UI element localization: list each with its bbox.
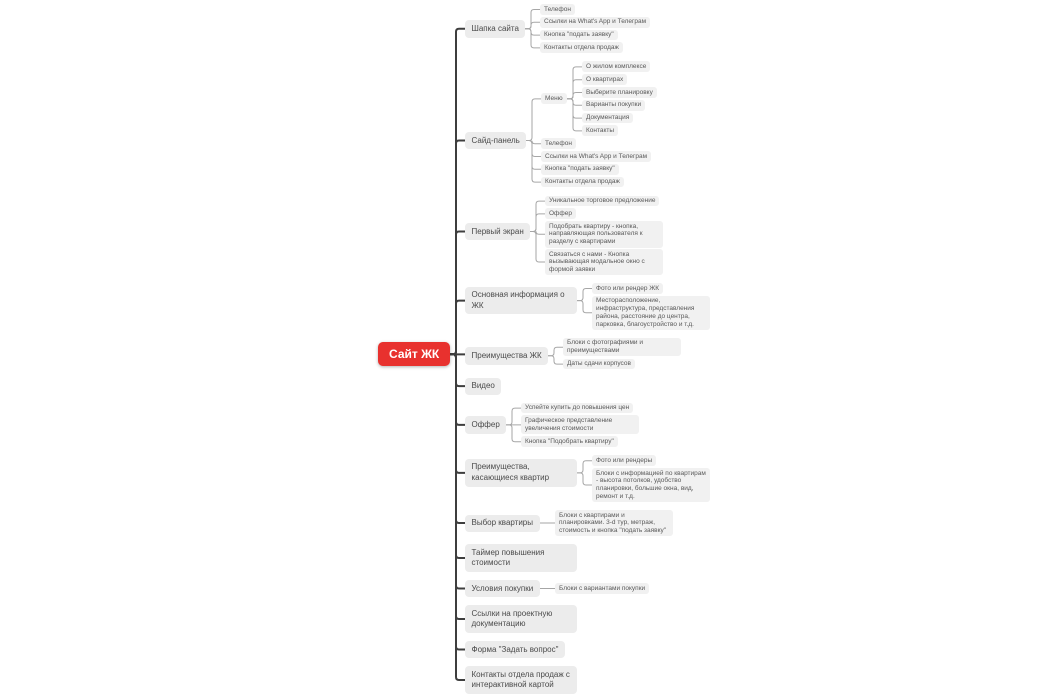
node-label: Ссылки на What's App и Телеграм <box>545 152 648 160</box>
mindmap-node[interactable] <box>582 100 645 111</box>
mindmap-node[interactable] <box>592 455 656 466</box>
spine-line <box>450 141 465 355</box>
branch-line <box>526 99 541 141</box>
mindmap-node[interactable] <box>545 196 659 207</box>
mindmap-node[interactable] <box>465 544 577 572</box>
node-label: Даты сдачи корпусов <box>567 360 631 368</box>
mindmap-node[interactable] <box>465 378 501 395</box>
node-label: Фото или рендеры <box>596 456 653 464</box>
mindmap-node[interactable] <box>545 208 576 219</box>
spine-line <box>450 232 465 355</box>
branch-line <box>506 425 521 442</box>
node-label: Сайт ЖК <box>389 347 440 362</box>
node-label: Блоки с информацией по квартирам - высота потолков, удобство планировки, большие окна, вид, ремонт и т.д. <box>596 469 706 500</box>
mindmap-node[interactable] <box>465 515 540 532</box>
branch-line <box>577 289 592 301</box>
branch-line <box>567 67 582 99</box>
node-label: Уникальное торговое предложение <box>549 197 656 205</box>
mindmap-node[interactable] <box>545 249 663 275</box>
mindmap-node[interactable] <box>582 87 657 98</box>
node-label: Сайд-панель <box>471 135 520 145</box>
node-label: Телефон <box>545 139 572 147</box>
node-label: О жилом комплексе <box>586 62 647 70</box>
mindmap-node[interactable] <box>521 403 633 414</box>
mindmap-node[interactable] <box>592 283 663 294</box>
branch-line <box>525 29 540 35</box>
branch-line <box>530 201 545 231</box>
mindmap-node[interactable] <box>541 138 576 149</box>
mindmap-node[interactable] <box>521 415 639 434</box>
spine-line <box>450 354 465 619</box>
node-label: Кнопка "подать заявку" <box>545 165 615 173</box>
node-label: Преимущества ЖК <box>471 350 542 360</box>
node-label: Выбор квартиры <box>471 518 534 527</box>
mindmap-node[interactable] <box>592 296 710 330</box>
mindmap-node[interactable] <box>465 605 577 633</box>
mindmap-node[interactable] <box>555 583 649 594</box>
branch-line <box>567 93 582 99</box>
spine-line <box>450 354 465 680</box>
node-label: Оффер <box>549 209 572 217</box>
mindmap-node[interactable] <box>465 287 577 315</box>
mindmap-node[interactable] <box>540 30 618 41</box>
mindmap-node[interactable] <box>465 666 577 694</box>
node-label: Ссылки на What's App и Телеграм <box>544 18 647 26</box>
mindmap-node[interactable] <box>540 4 575 15</box>
mindmap-node[interactable] <box>592 468 710 502</box>
branch-line <box>525 29 540 48</box>
node-label: Основная информация о ЖК <box>471 290 565 310</box>
branch-line <box>548 347 563 355</box>
node-label: Кнопка "подать заявку" <box>544 31 614 39</box>
node-label: Подобрать квартиру - кнопка, направляющая пользователя к разделу с квартирами <box>549 222 643 246</box>
mindmap-node[interactable] <box>540 17 650 28</box>
node-label: О квартирах <box>586 75 624 83</box>
mindmap-node[interactable] <box>465 459 577 487</box>
branch-line <box>577 461 592 473</box>
mindmap-node[interactable] <box>541 177 624 188</box>
node-label: Фото или рендер ЖК <box>596 284 660 292</box>
branch-line <box>525 22 540 28</box>
mindmap-node[interactable] <box>582 74 627 85</box>
node-label: Преимущества, касающиеся квартир <box>471 462 550 482</box>
node-label: Видео <box>471 381 495 391</box>
mindmap-node[interactable] <box>465 20 525 37</box>
node-label: Первый экран <box>471 226 524 236</box>
node-label: Оффер <box>471 419 500 429</box>
node-label: Контакты отдела продаж <box>544 43 619 51</box>
mindmap-node[interactable] <box>465 347 548 364</box>
node-label: Форма "Задать вопрос" <box>471 644 559 654</box>
node-label: Выберите планировку <box>586 88 653 96</box>
node-label: Контакты <box>586 126 615 134</box>
node-label: Ссылки на проектную документацию <box>471 608 553 628</box>
node-label: Условия покупки <box>471 583 534 593</box>
spine-line <box>450 354 465 425</box>
mindmap-node[interactable] <box>465 132 526 149</box>
mindmap-node[interactable] <box>555 510 673 536</box>
mindmap-node[interactable] <box>540 42 623 53</box>
mindmap-node[interactable] <box>582 61 650 72</box>
branch-line <box>526 141 541 170</box>
branch-line <box>567 99 582 118</box>
branch-line <box>525 10 540 29</box>
branch-line <box>567 99 582 105</box>
mindmap-node[interactable] <box>465 580 540 597</box>
node-label: Контакты отдела продаж с интерактивной картой <box>471 669 570 689</box>
node-label: Блоки с вариантами покупки <box>559 584 646 592</box>
branch-line <box>530 232 545 262</box>
node-label: Контакты отдела продаж <box>545 178 620 186</box>
node-label: Телефон <box>544 5 571 13</box>
mindmap-node[interactable] <box>521 436 618 447</box>
branch-line <box>577 473 592 485</box>
node-label: Блоки с фотографиями и преимуществами <box>567 339 643 355</box>
mindmap-node[interactable] <box>465 223 530 240</box>
root-node[interactable] <box>378 342 450 366</box>
branch-line <box>548 356 563 364</box>
mindmap-node[interactable] <box>465 416 506 433</box>
node-label: Таймер повышения стоимости <box>471 547 545 567</box>
node-label: Меню <box>545 94 563 102</box>
branch-line <box>567 99 582 131</box>
mindmap-node[interactable] <box>563 359 635 370</box>
branch-line <box>526 141 541 183</box>
node-label: Варианты покупки <box>586 101 642 109</box>
mindmap-node[interactable] <box>545 221 663 247</box>
node-label: Графическое представление увеличения стоимости <box>525 416 613 432</box>
spine-line <box>450 354 465 523</box>
node-label: Успейте купить до повышения цен <box>525 404 630 412</box>
branch-line <box>530 214 545 232</box>
mindmap-node[interactable] <box>563 338 681 357</box>
mindmap-node[interactable] <box>541 151 651 162</box>
node-label: Связаться с нами - Кнопка вызывающая модальное окно с формой заявки <box>549 250 645 274</box>
branch-line <box>567 80 582 99</box>
mindmap-node[interactable] <box>582 125 618 136</box>
spine-line <box>450 301 465 355</box>
node-label: Кнопка "Подобрать квартиру" <box>525 437 614 445</box>
node-label: Блоки с квартирами и планировками. 3-d тур, метраж, стоимость и кнопка "подать заявку" <box>559 511 667 535</box>
mindmap-node[interactable] <box>541 93 567 104</box>
mindmap-canvas <box>378 4 1050 689</box>
node-label: Документация <box>586 114 630 122</box>
node-label: Шапка сайта <box>471 23 519 33</box>
spine-line <box>450 354 465 473</box>
mindmap-node[interactable] <box>582 113 633 124</box>
spine-line <box>450 354 465 649</box>
mindmap-node[interactable] <box>541 164 619 175</box>
branch-line <box>506 408 521 425</box>
spine-line <box>450 354 465 386</box>
branch-line <box>577 301 592 313</box>
node-label: Месторасположение, инфраструктура, представления района, расстояние до центра, парковка, благоустройство и т.д. <box>596 297 695 328</box>
spine-line <box>450 29 465 355</box>
